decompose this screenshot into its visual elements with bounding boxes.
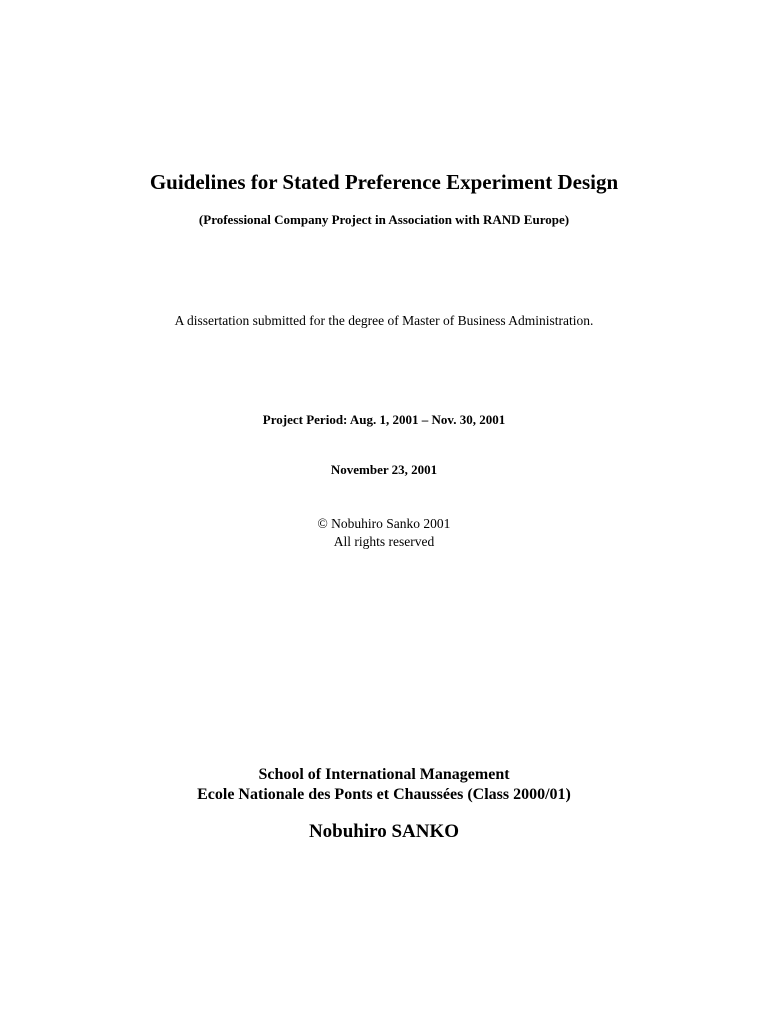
copyright-block xyxy=(0,515,768,551)
author-name: Nobuhiro SANKO xyxy=(308,821,460,842)
rights-notice: All rights reserved xyxy=(333,534,435,549)
school-name: School of International Management xyxy=(258,766,510,783)
document-subtitle: (Professional Company Project in Association with RAND Europe) xyxy=(198,212,570,227)
affiliation-block xyxy=(0,765,768,805)
copyright-notice: © Nobuhiro Sanko 2001 xyxy=(317,516,451,531)
document-title: Guidelines for Stated Preference Experiment Design xyxy=(149,170,619,194)
institution-name: Ecole Nationale des Ponts et Chaussées (Class 2000/01) xyxy=(197,786,571,803)
project-period: Project Period: Aug. 1, 2001 – Nov. 30, 2001 xyxy=(262,412,506,427)
document-date: November 23, 2001 xyxy=(330,462,438,477)
dissertation-statement: A dissertation submitted for the degree of Master of Business Administration. xyxy=(174,313,594,328)
